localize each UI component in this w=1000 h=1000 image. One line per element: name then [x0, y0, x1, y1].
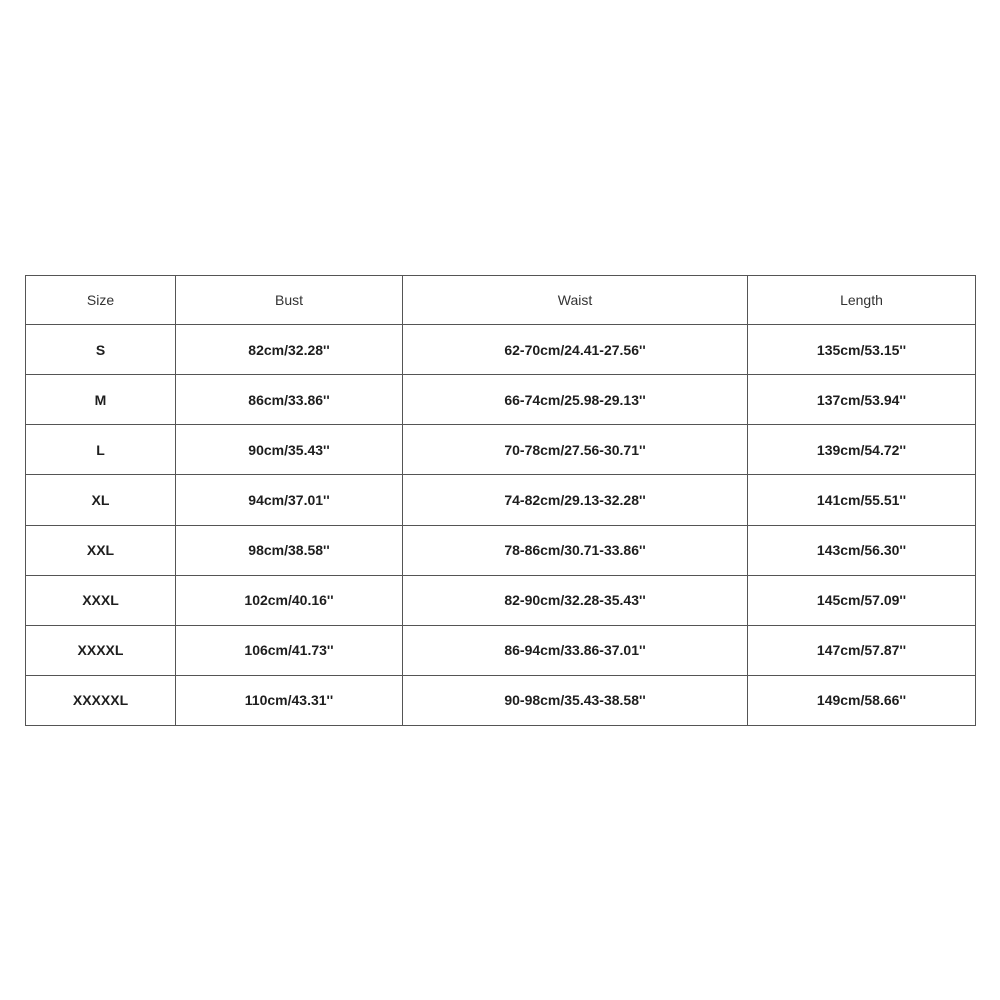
size-cell: L [26, 425, 176, 475]
table-row [26, 625, 976, 675]
size-cell: XXXXXL [26, 675, 176, 725]
header-length: Length [748, 276, 976, 325]
length-cell: 135cm/53.15'' [748, 325, 976, 375]
bust-cell: 106cm/41.73'' [176, 625, 403, 675]
bust-cell: 102cm/40.16'' [176, 575, 403, 625]
length-cell: 141cm/55.51'' [748, 475, 976, 525]
table-row [26, 425, 976, 475]
waist-cell: 90-98cm/35.43-38.58'' [403, 675, 748, 725]
bust-cell: 98cm/38.58'' [176, 525, 403, 575]
length-cell: 139cm/54.72'' [748, 425, 976, 475]
length-cell: 147cm/57.87'' [748, 625, 976, 675]
length-cell: 149cm/58.66'' [748, 675, 976, 725]
header-bust: Bust [176, 276, 403, 325]
table-row [26, 575, 976, 625]
table-row [26, 675, 976, 725]
bust-cell: 94cm/37.01'' [176, 475, 403, 525]
bust-cell: 110cm/43.31'' [176, 675, 403, 725]
size-cell: XL [26, 475, 176, 525]
bust-cell: 86cm/33.86'' [176, 375, 403, 425]
header-row [26, 276, 976, 325]
size-chart-table [25, 275, 976, 726]
waist-cell: 82-90cm/32.28-35.43'' [403, 575, 748, 625]
waist-cell: 70-78cm/27.56-30.71'' [403, 425, 748, 475]
table-row [26, 375, 976, 425]
length-cell: 137cm/53.94'' [748, 375, 976, 425]
waist-cell: 86-94cm/33.86-37.01'' [403, 625, 748, 675]
size-cell: XXXXL [26, 625, 176, 675]
table-row [26, 475, 976, 525]
header-size: Size [26, 276, 176, 325]
bust-cell: 82cm/32.28'' [176, 325, 403, 375]
waist-cell: 62-70cm/24.41-27.56'' [403, 325, 748, 375]
table-row [26, 325, 976, 375]
table-row [26, 525, 976, 575]
waist-cell: 74-82cm/29.13-32.28'' [403, 475, 748, 525]
size-cell: XXXL [26, 575, 176, 625]
length-cell: 143cm/56.30'' [748, 525, 976, 575]
bust-cell: 90cm/35.43'' [176, 425, 403, 475]
length-cell: 145cm/57.09'' [748, 575, 976, 625]
waist-cell: 78-86cm/30.71-33.86'' [403, 525, 748, 575]
size-cell: S [26, 325, 176, 375]
size-cell: XXL [26, 525, 176, 575]
header-waist: Waist [403, 276, 748, 325]
size-cell: M [26, 375, 176, 425]
waist-cell: 66-74cm/25.98-29.13'' [403, 375, 748, 425]
